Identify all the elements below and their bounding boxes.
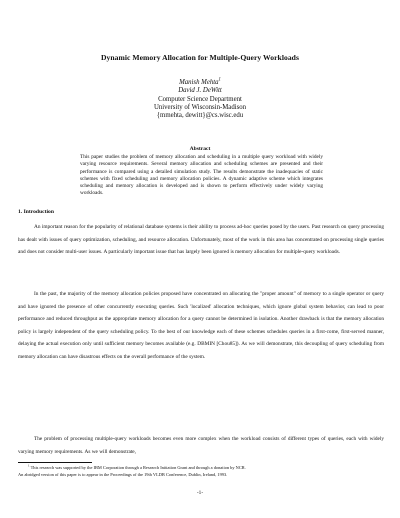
intro-paragraph-1: An important reason for the popularity of relational database systems is their ability to process ad-hoc queries posed by the users. Past research on query processing has dealt with issues of query optimization, scheduling, and resource allocation. Unfortunately, most of the work in this area has concentrated on processing single queries and does not consider multi-user issues. A particularly important issue that has largely been ignored is memory allocation for multiple-query workloads. <box>18 224 384 256</box>
author-block <box>0 79 400 120</box>
section-heading-introduction: 1. Introduction <box>18 209 54 215</box>
footnote-1-text: This research was supported by the IBM Corporation through a Research Initiation Grant and through a donation by NCR. <box>30 465 246 470</box>
author-1-footnote-mark: 1 <box>218 77 221 83</box>
author-2: David J. DeWitt <box>178 87 222 95</box>
university: University of Wisconsin-Madison <box>153 103 247 111</box>
page-number: -1- <box>196 490 204 496</box>
abstract-text: This paper studies the problem of memory allocation and scheduling in a multiple query workload with widely varying resource requirements. Several memory allocation and scheduling schemes are presented and their performance is compared using a detailed simulation study. The results demonstrate the inadequacies of static schemes with fixed scheduling and memory allocation policies. A dynamic adaptive scheme which integrates scheduling and memory allocation is developed and is shown to perform effectively under widely varying workloads. <box>80 154 323 197</box>
intro-paragraph-2: In the past, the majority of the memory allocation policies proposed have concentrated on allocating the "proper amount" of memory to a single operator or query and have ignored the presence of other concurrently executing queries. Such 'localized' allocation techniques, which ignore global system behavior, can lead to poor performance and reduced throughput as the appropriate memory allocation for a query cannot be determined in isolation. Another drawback is that the memory allocation policy is largely independent of the query scheduling policy. To the best of our knowledge each of these schemes schedules queries in a first-come, first-served manner, delaying the actual execution only until sufficient memory becomes available (e.g. DBMIN [Chou85]). As we will demonstrate, this decoupling of query scheduling from memory allocation can have disastrous effects on the overall performance of the system. <box>18 291 384 360</box>
abstract-heading: Abstract <box>189 146 211 152</box>
footnotes <box>18 465 384 478</box>
footnote-2: An abridged version of this paper is to appear in the Proceedings of the 19th VLDB Conference, Dublin, Ireland, 1993. <box>18 471 228 477</box>
intro-paragraph-3: The problem of processing multiple-query workloads becomes even more complex when the workload consists of different types of queries, each with widely varying memory requirements. As we will demonstrate, <box>18 436 384 455</box>
author-1-name: Manish Mehta <box>179 79 219 86</box>
author-1 <box>0 79 400 87</box>
footnote-1-mark: 1 <box>28 463 30 468</box>
department: Computer Science Department <box>158 95 242 103</box>
author-emails: {mmehta, dewitt}@cs.wisc.edu <box>156 112 244 120</box>
paper-title: Dynamic Memory Allocation for Multiple-Query Workloads <box>101 53 299 62</box>
